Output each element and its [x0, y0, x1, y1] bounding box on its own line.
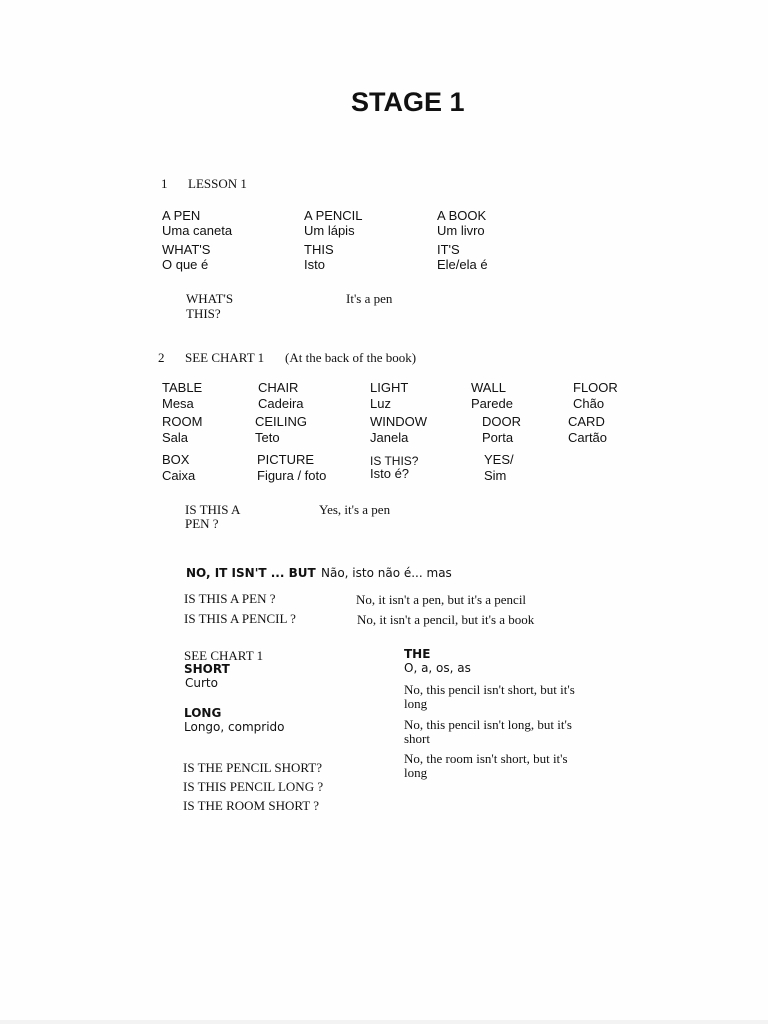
vocab-en: CEILING [255, 414, 308, 429]
vocab-en: THE [404, 647, 431, 661]
page-bottom-edge [0, 1020, 768, 1024]
answer-line: long [404, 696, 428, 711]
answer-line: No, this pencil isn't long, but it's [404, 717, 572, 732]
lesson-number: 1 [161, 176, 168, 191]
vocab-en: WINDOW [370, 414, 428, 429]
vocab-pt: Luz [370, 396, 391, 411]
dialog-answer: Yes, it's a pen [319, 502, 391, 517]
question: IS THE ROOM SHORT ? [183, 798, 319, 813]
vocab-pt: Ele/ela é [437, 257, 488, 272]
vocab-en: SHORT [184, 662, 230, 676]
example-question: IS THIS A PENCIL ? [184, 611, 296, 626]
vocab-pt: Um livro [437, 223, 485, 238]
dialog-question: IS THIS A [185, 502, 241, 517]
vocab-pt: Longo, comprido [184, 720, 285, 734]
vocab-pt: Janela [370, 430, 409, 445]
vocab-pt: Teto [255, 430, 280, 445]
dialog-question: THIS? [186, 306, 221, 321]
vocab-en: LIGHT [370, 380, 409, 395]
vocab-en: A PENCIL [304, 208, 363, 223]
page-title: STAGE 1 [351, 87, 465, 117]
vocab-pt: Chão [573, 396, 605, 411]
vocab-pt: Mesa [162, 396, 194, 411]
answer-line: No, the room isn't short, but it's [404, 751, 568, 766]
vocab-en: YES/ [484, 452, 514, 467]
section-heading: SEE CHART 1 [185, 350, 265, 365]
vocab-en: CARD [568, 414, 605, 429]
vocab-en: DOOR [482, 414, 521, 429]
dialog-question: PEN ? [185, 516, 219, 531]
vocab-en: CHAIR [258, 380, 299, 395]
vocab-pt: Figura / foto [257, 468, 327, 483]
vocab-en: IS THIS? [370, 454, 419, 468]
vocab-pt: Caixa [162, 468, 196, 483]
question: IS THIS PENCIL LONG ? [183, 779, 324, 794]
vocab-en: WALL [471, 380, 506, 395]
section-note: (At the back of the book) [285, 350, 417, 365]
vocab-pt: Cadeira [258, 396, 304, 411]
vocab-en: A BOOK [437, 208, 487, 223]
vocab-en: TABLE [162, 380, 203, 395]
vocab-pt: Isto [304, 257, 325, 272]
negation-translation: Não, isto não é... mas [321, 566, 452, 580]
vocab-pt: Curto [185, 676, 218, 690]
vocab-en: ROOM [162, 414, 203, 429]
vocab-pt: O que é [162, 257, 209, 272]
vocab-en: BOX [162, 452, 190, 467]
vocab-pt: Porta [482, 430, 514, 445]
vocab-en: PICTURE [257, 452, 315, 467]
answer-line: short [404, 731, 430, 746]
vocab-pt: O, a, os, as [404, 661, 471, 675]
vocab-en: THIS [304, 242, 334, 257]
vocab-en: FLOOR [573, 380, 618, 395]
vocab-en: IT'S [437, 242, 460, 257]
vocab-pt: Parede [471, 396, 513, 411]
lesson-heading: LESSON 1 [188, 176, 247, 191]
example-answer: No, it isn't a pencil, but it's a book [357, 612, 535, 627]
answer-line: long [404, 765, 428, 780]
example-answer: No, it isn't a pen, but it's a pencil [356, 592, 527, 607]
vocab-pt: Cartão [568, 430, 608, 445]
example-question: IS THIS A PEN ? [184, 591, 276, 606]
section-number: 2 [158, 350, 165, 365]
vocab-en: A PEN [162, 208, 201, 223]
vocab-pt: Sala [162, 430, 189, 445]
vocab-pt: Uma caneta [162, 223, 233, 238]
vocab-en: LONG [184, 706, 222, 720]
dialog-question: WHAT'S [186, 291, 234, 306]
negation-phrase: NO, IT ISN'T ... BUT [186, 566, 316, 580]
vocab-pt: Sim [484, 468, 507, 483]
answer-line: No, this pencil isn't short, but it's [404, 682, 575, 697]
see-chart-label: SEE CHART 1 [184, 648, 264, 663]
dialog-answer: It's a pen [346, 291, 393, 306]
vocab-en: WHAT'S [162, 242, 211, 257]
question: IS THE PENCIL SHORT? [183, 760, 322, 775]
vocab-pt: Um lápis [304, 223, 355, 238]
vocab-pt: Isto é? [370, 466, 410, 481]
